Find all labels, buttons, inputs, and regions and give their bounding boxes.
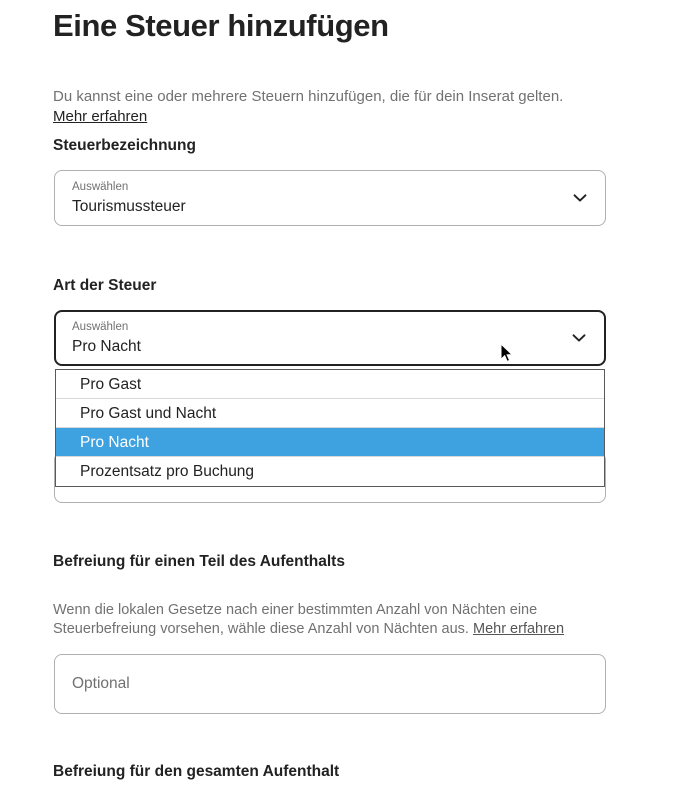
tax-name-select[interactable] — [54, 170, 606, 226]
chevron-down-icon — [572, 190, 588, 206]
partial-exemption-description — [53, 601, 583, 639]
tax-name-value: Tourismussteuer — [72, 198, 186, 215]
tax-type-option[interactable]: Prozentsatz pro Buchung — [80, 463, 255, 480]
tax-type-option[interactable]: Pro Gast und Nacht — [56, 399, 604, 428]
full-exemption-title: Befreiung für den gesamten Aufenthalt — [53, 763, 340, 780]
exempt-nights-input[interactable] — [54, 654, 606, 714]
tax-name-label: Steuerbezeichnung — [53, 137, 196, 154]
chevron-down-icon — [571, 330, 587, 346]
learn-more-link-top[interactable]: Mehr erfahren — [53, 108, 148, 125]
tax-type-label: Art der Steuer — [53, 277, 157, 294]
page-title: Eine Steuer hinzufügen — [53, 8, 389, 43]
tax-type-value: Pro Nacht — [72, 338, 141, 355]
learn-more-link-bottom[interactable]: Mehr erfahren — [472, 620, 565, 637]
tax-type-float-label: Auswählen — [72, 321, 129, 333]
intro-text: Du kannst eine oder mehrere Steuern hinzufügen, die für dein Inserat gelten. — [53, 88, 564, 105]
tax-type-option[interactable]: Pro Gast — [56, 370, 604, 399]
tax-type-option-list[interactable] — [55, 369, 605, 487]
intro-paragraph — [53, 87, 573, 127]
tax-type-select[interactable] — [54, 310, 606, 366]
partial-exemption-title: Befreiung für einen Teil des Aufenthalts — [53, 553, 345, 570]
partial-exemption-description-text: Wenn die lokalen Gesetze nach einer bestimmten Anzahl von Nächten eine Steuerbefreiung vorsehen, wähle diese Anzahl von Nächten aus. — [53, 601, 538, 637]
tax-type-option[interactable]: Pro Nacht — [56, 428, 604, 457]
tax-name-float-label: Auswählen — [72, 181, 129, 193]
